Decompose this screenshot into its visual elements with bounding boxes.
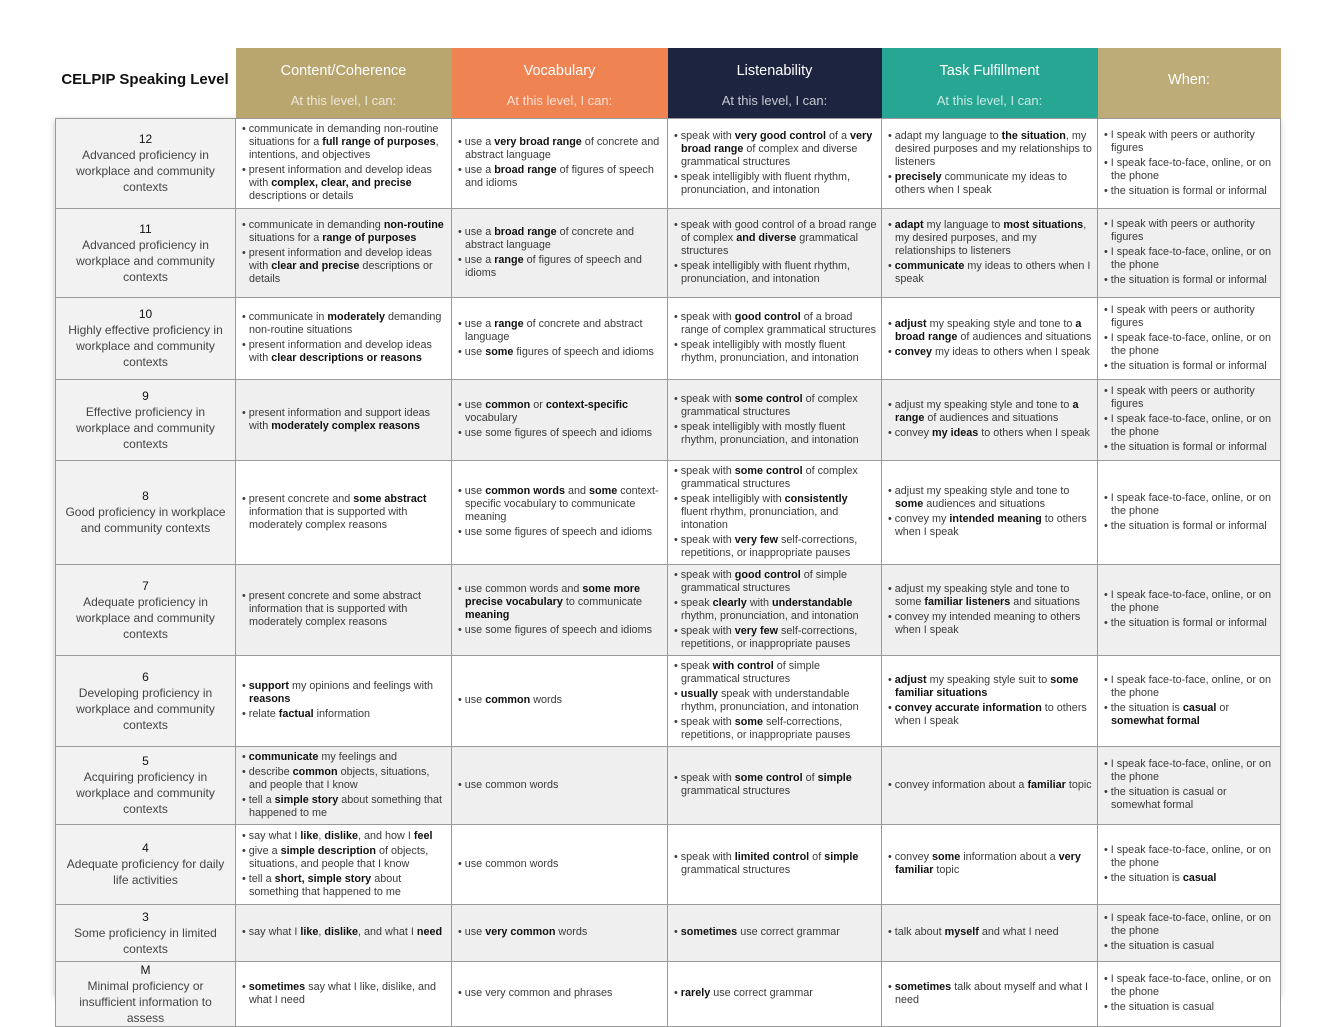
table-row <box>56 904 1281 961</box>
bullet-item: • usually speak with understandable rhythm, pronunciation, and intonation <box>673 688 877 714</box>
header-subtitle: At this level, I can: <box>721 93 828 108</box>
level-number: 4 <box>142 841 149 855</box>
bullet-item: • I speak face-to-face, online, or on the phone <box>1103 492 1276 518</box>
bullet-item: • I speak with peers or authority figures <box>1103 218 1276 244</box>
level-number: 8 <box>142 489 149 503</box>
vocab-cell <box>452 208 668 297</box>
bullet-item: • give a simple description of objects, situations, and people that I know <box>241 845 447 871</box>
bullet-item: • communicate in moderately demanding non-routine situations <box>241 311 447 337</box>
bullet-item: • speak with some control of complex grammatical structures <box>673 465 877 491</box>
header-title: Listenability <box>736 63 813 79</box>
content-cell <box>236 379 452 460</box>
bullet-item: • I speak face-to-face, online, or on the phone <box>1103 674 1276 700</box>
bullet-item: • use a broad range of figures of speech and idioms <box>457 164 663 190</box>
bullet-item: • convey my intended meaning to others when I speak <box>887 513 1093 539</box>
level-number: 10 <box>138 307 153 321</box>
task-cell <box>882 118 1098 208</box>
listen-cell <box>668 655 882 746</box>
level-cell <box>56 564 236 655</box>
header-subtitle: At this level, I can: <box>936 93 1043 108</box>
bullet-item: • I speak with peers or authority figures <box>1103 129 1276 155</box>
table-row <box>56 297 1281 379</box>
vocab-cell <box>452 746 668 824</box>
bullet-item: • use very common words <box>457 926 663 939</box>
bullet-item: • communicate my ideas to others when I speak <box>887 260 1093 286</box>
bullet-item: • speak with some self-corrections, repetitions, or inappropriate pauses <box>673 716 877 742</box>
level-number: 3 <box>142 909 149 924</box>
bullet-item: • I speak face-to-face, online, or on the phone <box>1103 912 1276 938</box>
bullet-item: • support my opinions and feelings with reasons <box>241 680 447 706</box>
bullet-item: • adjust my speaking style suit to some familiar situations <box>887 674 1093 700</box>
bullet-item: • speak with very few self-corrections, repetitions, or inappropriate pauses <box>673 534 877 560</box>
when-cell <box>1098 379 1281 460</box>
bullet-item: • say what I like, dislike, and what I need <box>241 926 447 939</box>
bullet-item: • use some figures of speech and idioms <box>457 624 663 637</box>
header-title: When: <box>1168 72 1210 88</box>
task-cell <box>882 379 1098 460</box>
bullet-item: • speak with good control of a broad range of complex grammatical structures <box>673 311 877 337</box>
level-cell <box>56 208 236 297</box>
when-cell <box>1098 746 1281 824</box>
vocab-cell <box>452 655 668 746</box>
bullet-item: • adjust my speaking style and tone to a broad range of audiences and situations <box>887 318 1093 344</box>
level-description: Advanced proficiency in workplace and community contexts <box>76 148 215 194</box>
level-cell <box>56 379 236 460</box>
header-listenability <box>668 48 882 118</box>
bullet-item: • I speak face-to-face, online, or on the phone <box>1103 332 1276 358</box>
when-cell <box>1098 904 1281 961</box>
bullet-item: • the situation is formal or informal <box>1103 441 1276 454</box>
task-cell <box>882 208 1098 297</box>
level-cell <box>56 118 236 208</box>
bullet-item: • I speak face-to-face, online, or on the phone <box>1103 157 1276 183</box>
bullet-item: • communicate in demanding non-routine situations for a range of purposes <box>241 219 447 245</box>
bullet-item: • speak with good control of simple grammatical structures <box>673 569 877 595</box>
level-cell <box>56 460 236 564</box>
listen-cell <box>668 379 882 460</box>
header-subtitle: At this level, I can: <box>506 93 613 108</box>
level-number: 5 <box>142 754 149 768</box>
bullet-item: • the situation is casual <box>1103 872 1276 885</box>
listen-cell <box>668 118 882 208</box>
bullet-item: • I speak with peers or authority figures <box>1103 385 1276 411</box>
when-cell <box>1098 460 1281 564</box>
level-description: Good proficiency in workplace and community contexts <box>65 505 226 535</box>
table-row <box>56 208 1281 297</box>
listen-cell <box>668 961 882 1026</box>
vocab-cell <box>452 824 668 904</box>
bullet-item: • speak with very good control of a very broad range of complex and diverse grammatical structures <box>673 130 877 169</box>
level-description: Acquiring proficiency in workplace and community contexts <box>76 770 215 816</box>
bullet-item: • use some figures of speech and idioms <box>457 526 663 539</box>
bullet-item: • convey accurate information to others when I speak <box>887 702 1093 728</box>
level-number: 6 <box>142 669 149 684</box>
speaking-level-table <box>55 48 1281 1027</box>
bullet-item: • present concrete and some abstract information that is supported with moderately complex reasons <box>241 590 447 629</box>
task-cell <box>882 824 1098 904</box>
bullet-item: • I speak face-to-face, online, or on the phone <box>1103 973 1276 999</box>
level-description: Developing proficiency in workplace and community contexts <box>76 685 215 732</box>
bullet-item: • the situation is formal or informal <box>1103 520 1276 533</box>
bullet-item: • the situation is formal or informal <box>1103 274 1276 287</box>
bullet-item: • tell a simple story about something that happened to me <box>241 794 447 820</box>
bullet-item: • convey information about a familiar topic <box>887 779 1093 792</box>
content-cell <box>236 564 452 655</box>
when-cell <box>1098 655 1281 746</box>
vocab-cell <box>452 961 668 1026</box>
vocab-cell <box>452 460 668 564</box>
bullet-item: • the situation is formal or informal <box>1103 617 1276 630</box>
bullet-item: • relate factual information <box>241 708 447 721</box>
table-row <box>56 118 1281 208</box>
bullet-item: • the situation is casual <box>1103 1001 1276 1014</box>
table-row <box>56 961 1281 1026</box>
task-cell <box>882 297 1098 379</box>
bullet-item: • speak clearly with understandable rhythm, pronunciation, and intonation <box>673 597 877 623</box>
task-cell <box>882 460 1098 564</box>
bullet-item: • sometimes use correct grammar <box>673 926 877 939</box>
bullet-item: • speak with very few self-corrections, repetitions, or inappropriate pauses <box>673 625 877 651</box>
when-cell <box>1098 824 1281 904</box>
bullet-item: • use common words <box>457 858 663 871</box>
bullet-item: • use a range of concrete and abstract language <box>457 318 663 344</box>
bullet-item: • use a very broad range of concrete and abstract language <box>457 136 663 162</box>
table-row <box>56 824 1281 904</box>
bullet-item: • say what I like, dislike, and how I feel <box>241 830 447 843</box>
when-cell <box>1098 297 1281 379</box>
bullet-item: • precisely communicate my ideas to others when I speak <box>887 171 1093 197</box>
level-number: 11 <box>139 221 152 236</box>
bullet-item: • use common words <box>457 694 663 707</box>
content-cell <box>236 655 452 746</box>
listen-cell <box>668 297 882 379</box>
listen-cell <box>668 824 882 904</box>
bullet-item: • present information and support ideas with moderately complex reasons <box>241 407 447 433</box>
listen-cell <box>668 208 882 297</box>
task-cell <box>882 904 1098 961</box>
header-spacer <box>56 48 236 118</box>
vocab-cell <box>452 564 668 655</box>
level-description: Adequate proficiency in workplace and community contexts <box>76 594 215 641</box>
bullet-item: • speak with some control of simple grammatical structures <box>673 772 877 798</box>
vocab-cell <box>452 118 668 208</box>
bullet-item: • use some figures of speech and idioms <box>457 427 663 440</box>
when-cell <box>1098 564 1281 655</box>
level-description: Some proficiency in limited contexts <box>74 925 217 956</box>
content-cell <box>236 297 452 379</box>
level-cell <box>56 297 236 379</box>
level-cell <box>56 746 236 824</box>
level-number: 9 <box>142 388 149 403</box>
level-description: Minimal proficiency or insufficient information to assess <box>79 978 212 1025</box>
bullet-item: • present information and develop ideas with clear descriptions or reasons <box>241 339 447 365</box>
bullet-item: • adjust my speaking style and tone to a range of audiences and situations <box>887 399 1093 425</box>
listen-cell <box>668 460 882 564</box>
bullet-item: • use very common and phrases <box>457 987 663 1000</box>
content-cell <box>236 118 452 208</box>
level-cell <box>56 655 236 746</box>
table-row <box>56 655 1281 746</box>
bullet-item: • convey my ideas to others when I speak <box>887 346 1093 359</box>
level-cell <box>56 904 236 961</box>
bullet-item: • speak with some control of complex grammatical structures <box>673 393 877 419</box>
table-row <box>56 379 1281 460</box>
listen-cell <box>668 564 882 655</box>
content-cell <box>236 904 452 961</box>
bullet-item: • sometimes talk about myself and what I need <box>887 981 1093 1007</box>
bullet-item: • speak with good control of a broad range of complex and diverse grammatical structures <box>673 219 877 258</box>
vocab-cell <box>452 297 668 379</box>
bullet-item: • use a range of figures of speech and idioms <box>457 254 663 280</box>
header-title: Task Fulfillment <box>939 63 1040 79</box>
bullet-item: • present information and develop ideas with clear and precise descriptions or details <box>241 247 447 286</box>
task-cell <box>882 961 1098 1026</box>
listen-cell <box>668 904 882 961</box>
content-cell <box>236 961 452 1026</box>
bullet-item: • I speak face-to-face, online, or on the phone <box>1103 589 1276 615</box>
level-number: 7 <box>142 578 149 593</box>
bullet-item: • speak intelligibly with fluent rhythm, pronunciation, and intonation <box>673 171 877 197</box>
header-task-fulfillment <box>882 48 1098 118</box>
listen-cell <box>668 746 882 824</box>
bullet-item: • I speak face-to-face, online, or on the phone <box>1103 758 1276 784</box>
bullet-item: • the situation is formal or informal <box>1103 360 1276 373</box>
bullet-item: • present concrete and some abstract information that is supported with moderately complex reasons <box>241 493 447 532</box>
bullet-item: • the situation is casual or somewhat formal <box>1103 702 1276 728</box>
bullet-item: • the situation is casual <box>1103 940 1276 953</box>
level-description: Adequate proficiency for daily life activities <box>66 857 225 887</box>
bullet-item: • adapt my language to most situations, my desired purposes, and my relationships to listeners <box>887 219 1093 258</box>
bullet-item: • I speak with peers or authority figures <box>1103 304 1276 330</box>
bullet-item: • use common words <box>457 779 663 792</box>
bullet-item: • use a broad range of concrete and abstract language <box>457 226 663 252</box>
bullet-item: • speak intelligibly with fluent rhythm, pronunciation, and intonation <box>673 260 877 286</box>
level-description: Advanced proficiency in workplace and community contexts <box>76 237 215 284</box>
task-cell <box>882 655 1098 746</box>
bullet-item: • use common words and some context-specific vocabulary to communicate meaning <box>457 485 663 524</box>
bullet-item: • talk about myself and what I need <box>887 926 1093 939</box>
bullet-item: • speak intelligibly with consistently fluent rhythm, pronunciation, and intonation <box>673 493 877 532</box>
when-cell <box>1098 208 1281 297</box>
bullet-item: • the situation is casual or somewhat formal <box>1103 786 1276 812</box>
level-number: 12 <box>138 132 153 146</box>
level-number: M <box>140 962 151 977</box>
content-cell <box>236 824 452 904</box>
when-cell <box>1098 961 1281 1026</box>
header-title: Vocabulary <box>523 63 596 79</box>
bullet-item: • convey some information about a very familiar topic <box>887 851 1093 877</box>
level-column-header: CELPIP Speaking Level <box>61 71 229 88</box>
vocab-cell <box>452 904 668 961</box>
bullet-item: • convey my intended meaning to others when I speak <box>887 611 1093 637</box>
bullet-item: • convey my ideas to others when I speak <box>887 427 1093 440</box>
bullet-item: • use some figures of speech and idioms <box>457 346 663 359</box>
bullet-item: • sometimes say what I like, dislike, and what I need <box>241 981 447 1007</box>
level-description: Highly effective proficiency in workplace and community contexts <box>68 323 223 369</box>
level-description: Effective proficiency in workplace and community contexts <box>76 404 215 451</box>
bullet-item: • present information and develop ideas with complex, clear, and precise descriptions or details <box>241 164 447 203</box>
header-subtitle: At this level, I can: <box>290 93 397 108</box>
bullet-item: • I speak face-to-face, online, or on the phone <box>1103 413 1276 439</box>
header-content <box>236 48 452 118</box>
bullet-item: • rarely use correct grammar <box>673 987 877 1000</box>
bullet-item: • use common words and some more precise vocabulary to communicate meaning <box>457 583 663 622</box>
level-cell <box>56 961 236 1026</box>
header-vocabulary <box>452 48 668 118</box>
bullet-item: • speak intelligibly with mostly fluent rhythm, pronunciation, and intonation <box>673 339 877 365</box>
level-cell <box>56 824 236 904</box>
vocab-cell <box>452 379 668 460</box>
header-title: Content/Coherence <box>280 63 407 79</box>
bullet-item: • adjust my speaking style and tone to some audiences and situations <box>887 485 1093 511</box>
content-cell <box>236 208 452 297</box>
bullet-item: • tell a short, simple story about something that happened to me <box>241 873 447 899</box>
content-cell <box>236 460 452 564</box>
task-cell <box>882 746 1098 824</box>
bullet-item: • communicate in demanding non-routine situations for a full range of purposes, intentions, and objectives <box>241 123 447 162</box>
bullet-item: • speak with control of simple grammatical structures <box>673 660 877 686</box>
table-row <box>56 746 1281 824</box>
table-row <box>56 564 1281 655</box>
bullet-item: • communicate my feelings and <box>241 751 447 764</box>
header-when <box>1098 48 1281 118</box>
bullet-item: • use common or context-specific vocabulary <box>457 399 663 425</box>
table-body <box>56 118 1281 1026</box>
bullet-item: • describe common objects, situations, and people that I know <box>241 766 447 792</box>
bullet-item: • I speak face-to-face, online, or on the phone <box>1103 246 1276 272</box>
task-cell <box>882 564 1098 655</box>
table-row <box>56 460 1281 564</box>
bullet-item: • speak intelligibly with mostly fluent rhythm, pronunciation, and intonation <box>673 421 877 447</box>
content-cell <box>236 746 452 824</box>
bullet-item: • I speak face-to-face, online, or on the phone <box>1103 844 1276 870</box>
bullet-item: • the situation is formal or informal <box>1103 185 1276 198</box>
bullet-item: • adapt my language to the situation, my desired purposes and my relationships to listeners <box>887 130 1093 169</box>
bullet-item: • adjust my speaking style and tone to some familiar listeners and situations <box>887 583 1093 609</box>
when-cell <box>1098 118 1281 208</box>
bullet-item: • speak with limited control of simple grammatical structures <box>673 851 877 877</box>
